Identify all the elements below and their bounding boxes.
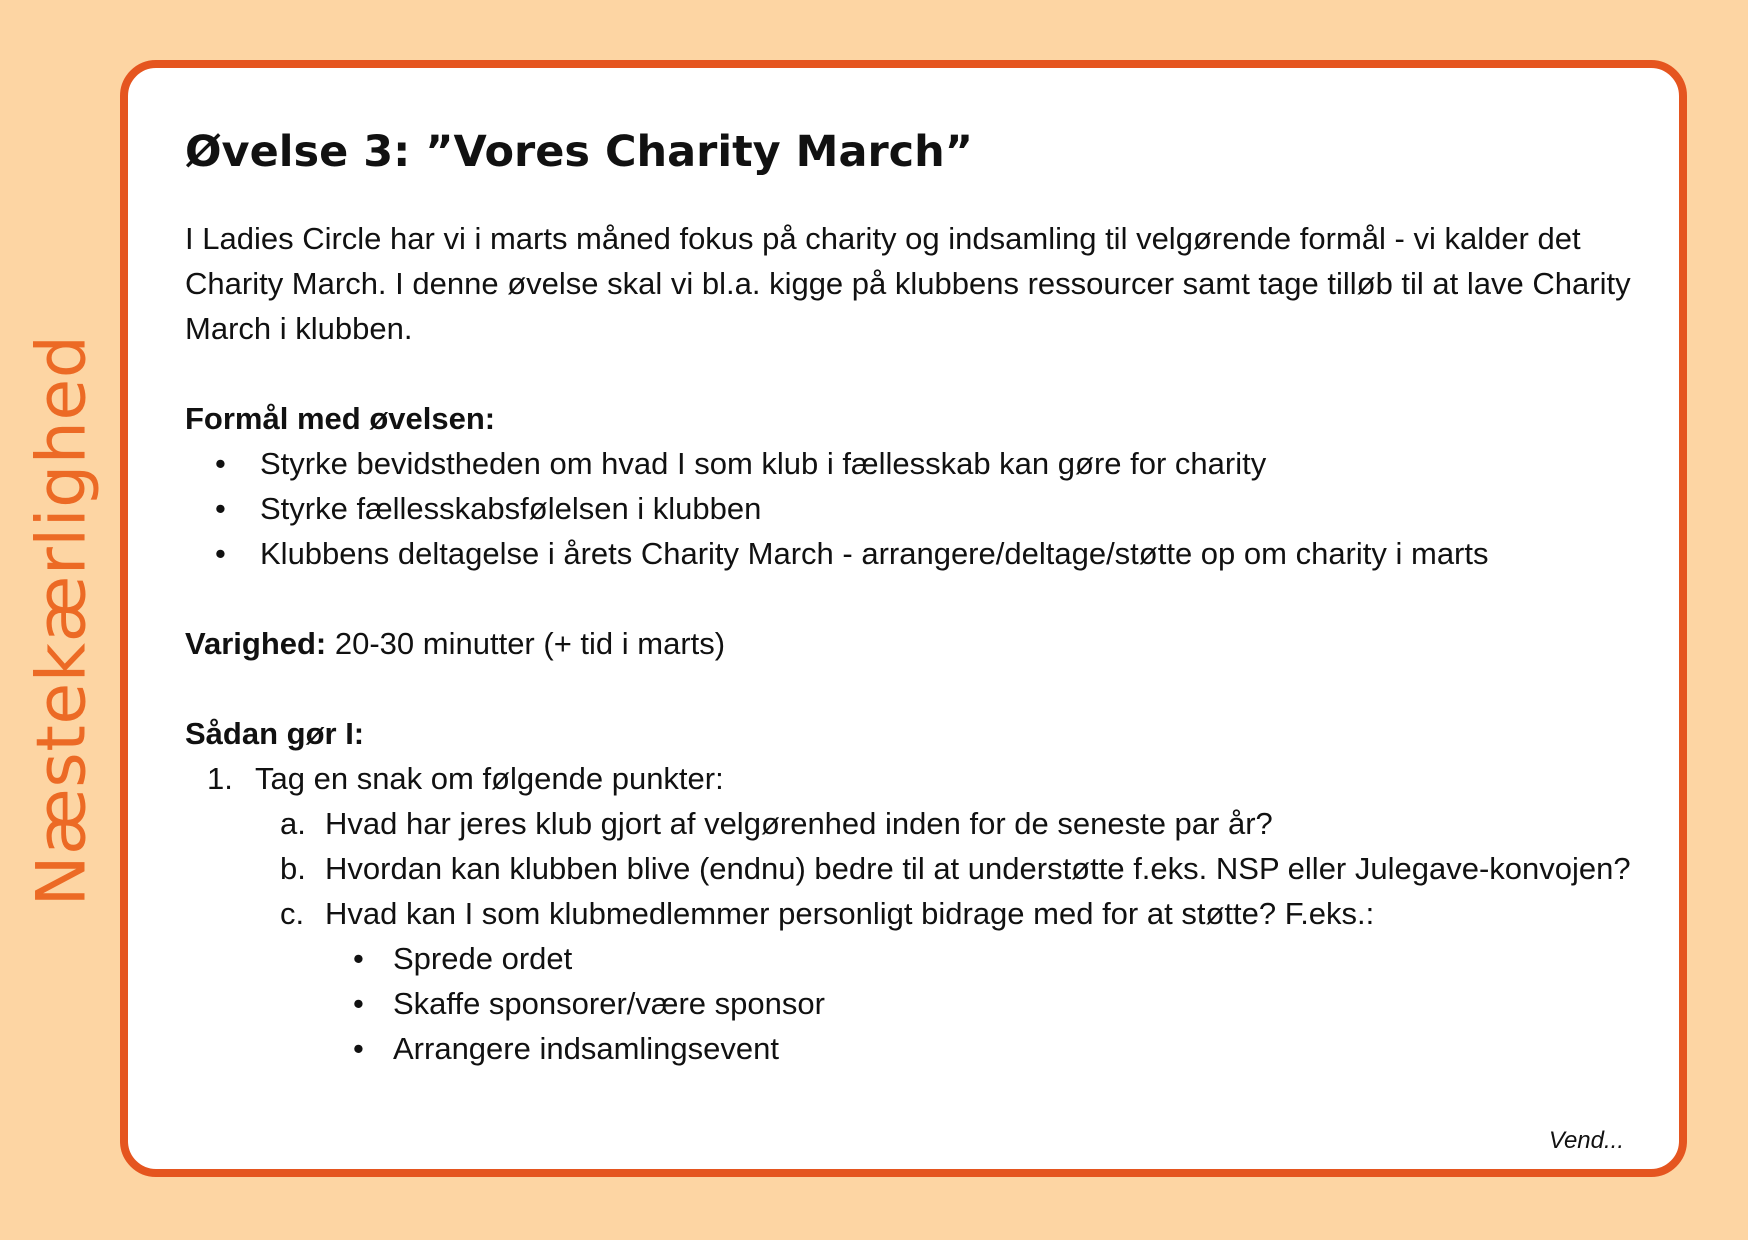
side-label-text: Næstekærlighed bbox=[22, 334, 102, 906]
step-number: 1. bbox=[207, 761, 233, 796]
duration-line bbox=[185, 621, 1639, 666]
support-idea-item: • Sprede ordet bbox=[325, 936, 1639, 981]
step-item bbox=[185, 756, 1639, 801]
exercise-title: Øvelse 3: ”Vores Charity March” bbox=[185, 127, 974, 177]
sub-step-letter: b. bbox=[280, 851, 306, 886]
purpose-item: • Styrke fællesskabsfølelsen i klubben bbox=[185, 486, 1639, 531]
purpose-heading: Formål med øvelsen: bbox=[185, 401, 496, 436]
purpose-list bbox=[185, 441, 1639, 576]
duration-value: 20-30 minutter (+ tid i marts) bbox=[326, 626, 726, 661]
step-text: Tag en snak om følgende punkter: bbox=[255, 761, 724, 796]
sub-step-letter: c. bbox=[280, 896, 305, 931]
how-section bbox=[185, 711, 1639, 1071]
sub-step-item bbox=[185, 801, 1639, 846]
sub-step-item bbox=[185, 846, 1639, 891]
exercise-card bbox=[120, 60, 1687, 1177]
side-category-label bbox=[0, 0, 124, 1240]
purpose-item: • Styrke bevidstheden om hvad I som klub i fællesskab kan gøre for charity bbox=[185, 441, 1639, 486]
support-ideas-list bbox=[325, 936, 1639, 1071]
sub-step-text: Hvordan kan klubben blive (endnu) bedre til at understøtte f.eks. NSP eller Julegave-konvojen? bbox=[325, 851, 1631, 886]
turn-over-note: Vend... bbox=[1548, 1127, 1624, 1154]
steps-list bbox=[185, 756, 1639, 801]
support-idea-item: • Skaffe sponsorer/være sponsor bbox=[325, 981, 1639, 1026]
sub-step-text: Hvad har jeres klub gjort af velgørenhed inden for de seneste par år? bbox=[325, 806, 1273, 841]
purpose-section bbox=[185, 396, 1639, 576]
purpose-item: • Klubbens deltagelse i årets Charity March - arrangere/deltage/støtte op om charity i marts bbox=[185, 531, 1639, 576]
sub-step-item bbox=[185, 891, 1639, 1071]
sub-steps-list bbox=[185, 801, 1639, 1071]
how-heading: Sådan gør I: bbox=[185, 716, 365, 751]
intro-paragraph: I Ladies Circle har vi i marts måned fokus på charity og indsamling til velgørende formål - vi kalder det Charity March. I denne øvelse skal vi bl.a. kigge på klubbens ressourcer samt tage tilløb til at lave Charity March i klubben. bbox=[185, 221, 1631, 346]
sub-step-text: Hvad kan I som klubmedlemmer personligt bidrage med for at støtte? F.eks.: bbox=[325, 896, 1375, 931]
card-content bbox=[185, 122, 1639, 1071]
sub-step-letter: a. bbox=[280, 806, 306, 841]
duration-label: Varighed: bbox=[185, 626, 327, 661]
support-idea-item: • Arrangere indsamlingsevent bbox=[325, 1026, 1639, 1071]
